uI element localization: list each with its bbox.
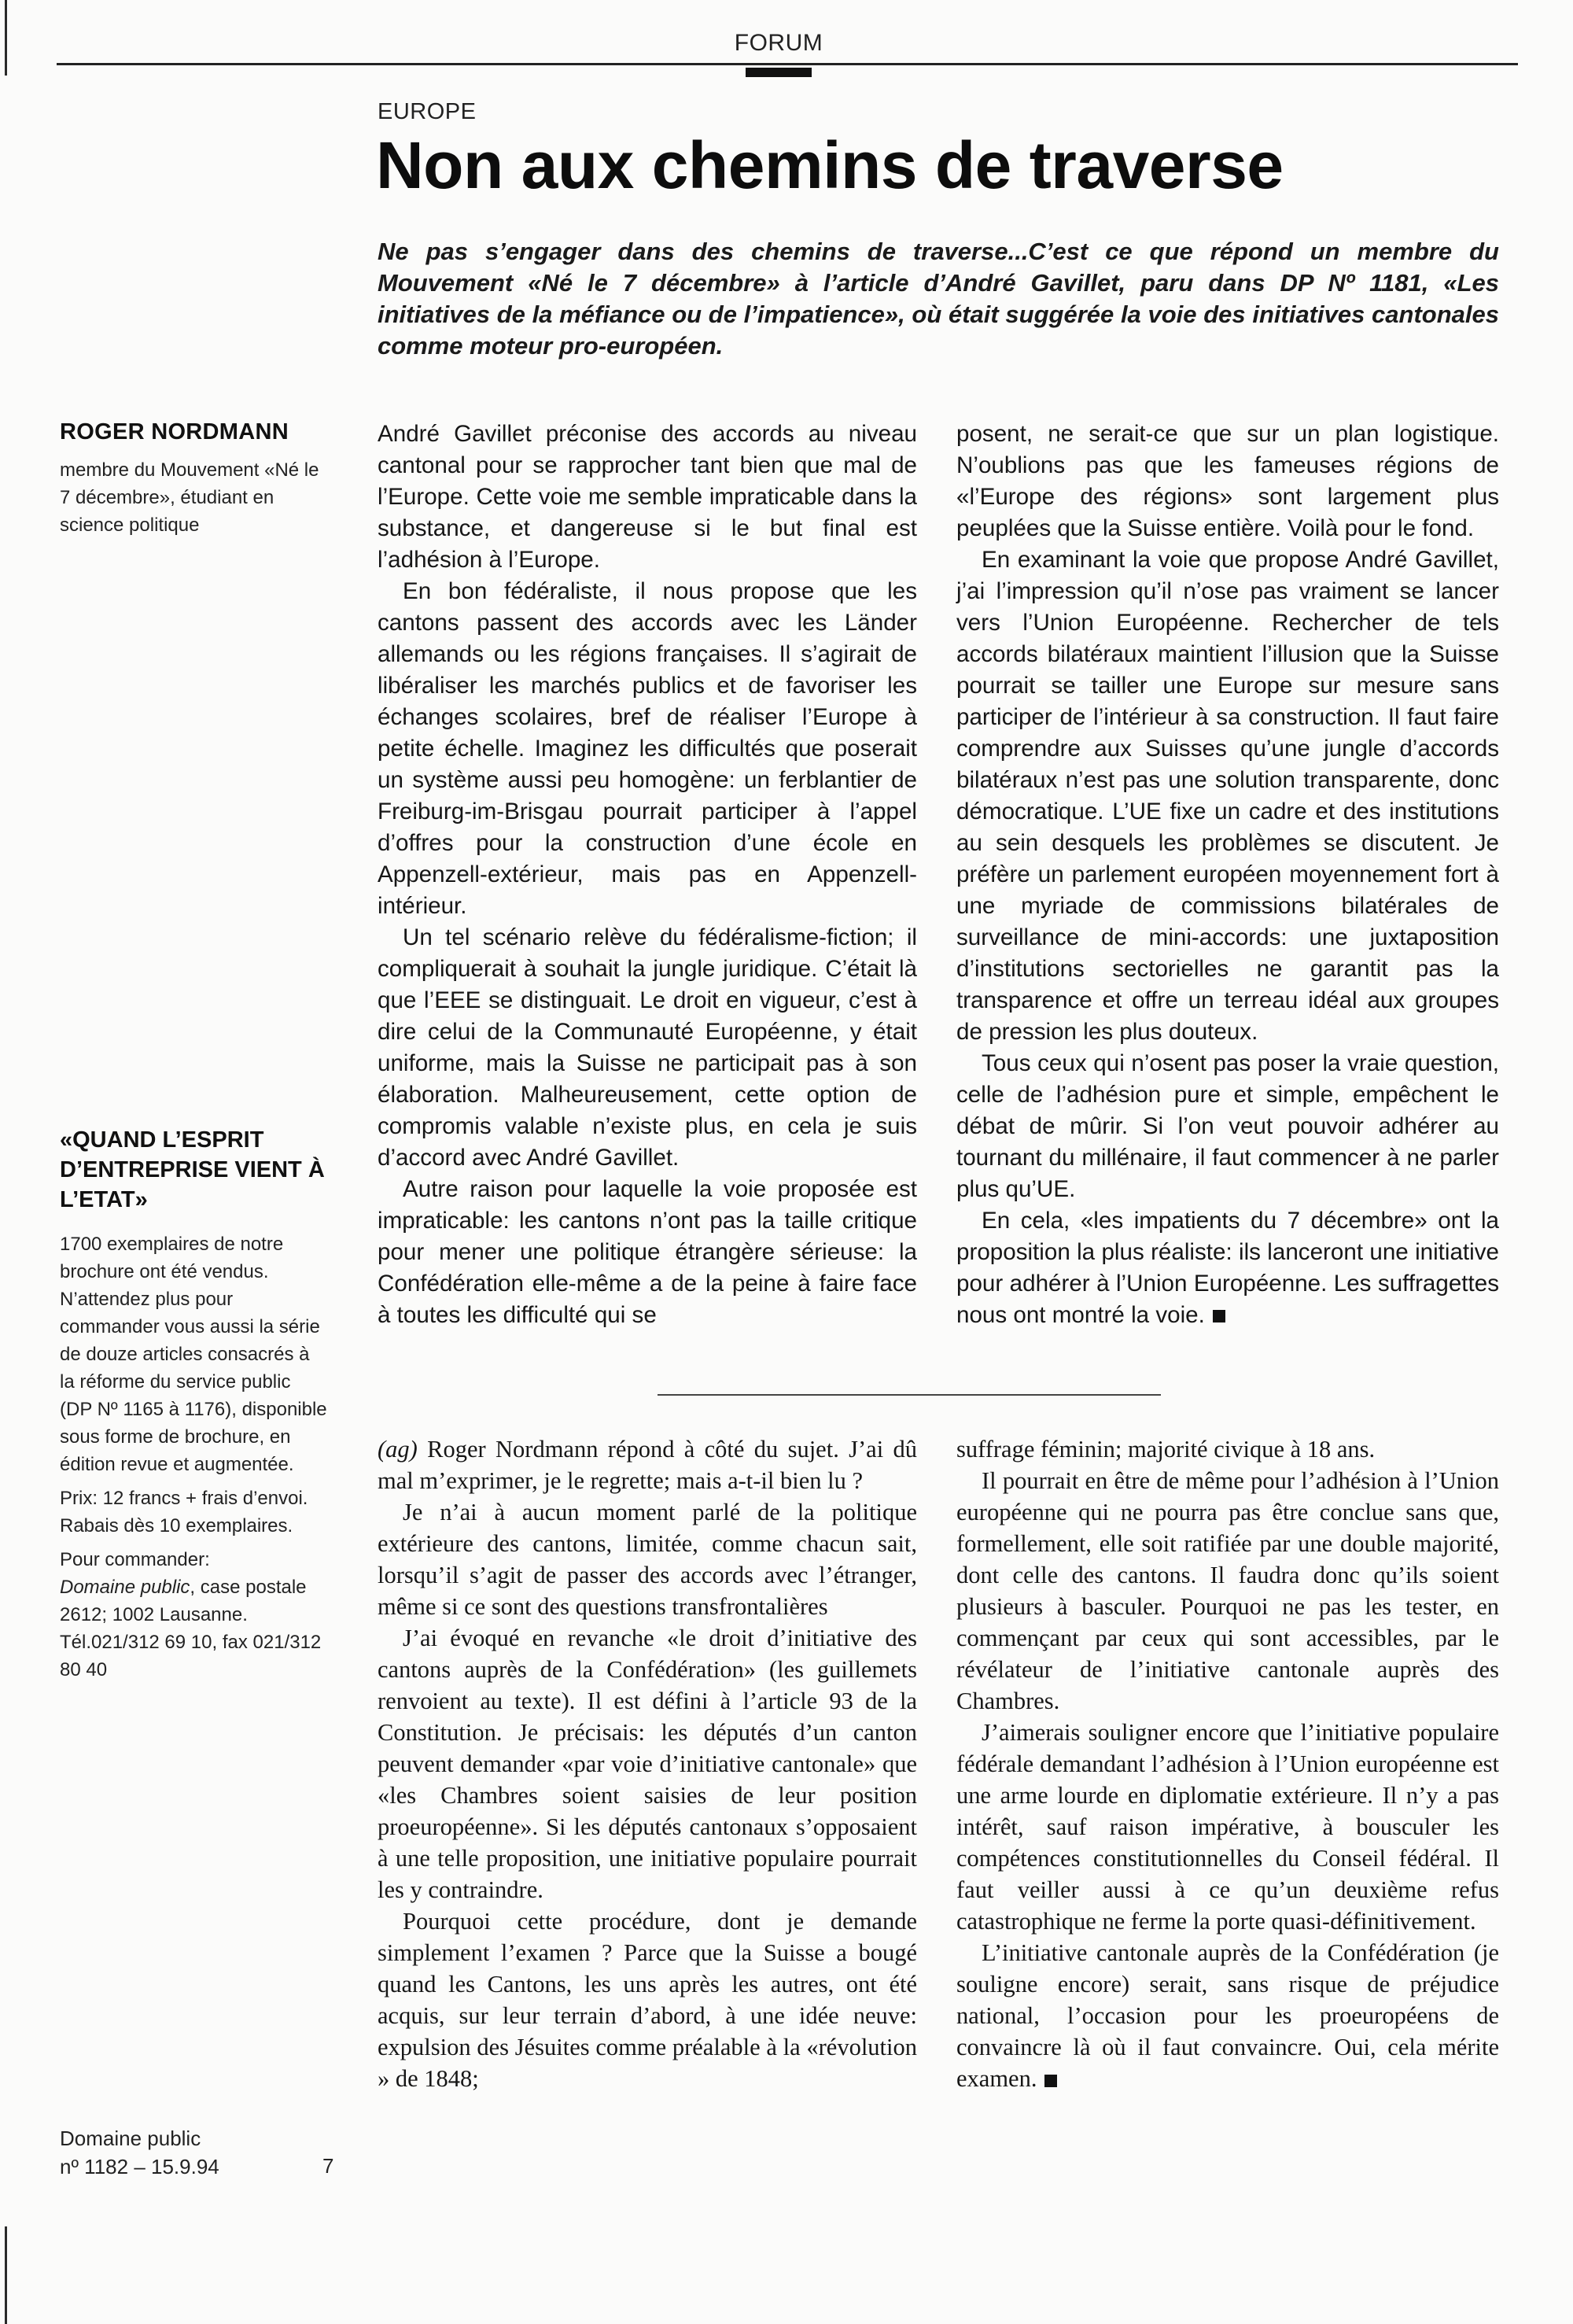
article-standfirst: Ne pas s’engager dans des chemins de traverse...C’est ce que répond un membre du Mouvement «Né le 7 décembre» à l’article d’André Gavillet, paru dans DP Nº 1181, «Les initiatives de la méfiance ou de l’impatience», où était suggérée la voie des initiatives cantonales comme moteur pro-européen. (378, 238, 1499, 360)
footer-publication-block (60, 2124, 343, 2181)
order-publisher: Domaine public (60, 1577, 190, 1598)
article-paragraph: André Gavillet préconise des accords au niveau cantonal pour se rapprocher tant bien que mal de l’Europe. Cette voie me semble impraticable dans la substance, et dangereuse si le but final est l’adhésion à l’Europe. (378, 421, 917, 573)
footer-issue: nº 1182 – 15.9.94 (60, 2155, 219, 2178)
reply-column-2 (956, 1433, 1499, 2094)
end-of-reply-mark (1044, 2075, 1057, 2087)
scan-edge-mark-top (5, 0, 7, 76)
reply-column-1 (378, 1433, 917, 2094)
article-paragraph: Un tel scénario relève du fédéralisme-fiction; il compliquerait à souhait la jungle juridique. C’était là que l’EEE se distinguait. Le droit en vigueur, c’est à dire celui de la Communauté Européenne, y était uniforme, mais la Suisse ne participait pas à son élaboration. Malheureusement, cette option de compromis valable n’existe plus, en cela je suis d’accord avec André Gavillet. (378, 924, 917, 1171)
order-label: Pour commander: (60, 1549, 210, 1570)
reply-paragraph: Pourquoi cette procédure, dont je demande simplement l’examen ? Parce que la Suisse a bougé quand les Cantons, les uns après les autres, ont été acquis, sur leur terrain d’abord, à une idée neuve: expulsion des Jésuites comme préalable à la «révolution » de 1848; (378, 1908, 917, 2092)
scan-edge-mark-bottom (5, 2226, 7, 2324)
section-marker-bar (746, 68, 812, 77)
article-paragraph: Tous ceux qui n’osent pas poser la vraie question, celle de l’adhésion pure et simple, empêchent le débat de mûrir. Si l’on veut pouvoir adhérer au tournant du millénaire, il faut commencer à ne parler plus qu’UE. (956, 1050, 1499, 1202)
reply-final-text: L’initiative cantonale auprès de la Confédération (je souligne encore) serait, sans risque de préjudice national, l’occasion pour les proeuropéens de convaincre là où il faut convaincre. Oui, cela mérite examen. (956, 1939, 1499, 2092)
order-address: , case postale 2612; 1002 Lausanne. Tél.021/312 69 10, fax 021/312 80 40 (60, 1577, 322, 1680)
article-paragraph: posent, ne serait-ce que sur un plan logistique. N’oublions pas que les fameuses régions de «l’Europe des régions» sont largement plus peuplées que la Suisse entière. Voilà pour le fond. (956, 421, 1499, 541)
reply-initials: (ag) (378, 1436, 418, 1463)
reply-paragraph-lead (378, 1433, 917, 1496)
reply-paragraph: Je n’ai à aucun moment parlé de la politique extérieure des cantons, limitée, comme chacun sait, lorsqu’il s’agit de passer des accords avec l’étranger, même si ce sont des questions transfrontalières (378, 1499, 917, 1620)
article-paragraph: Autre raison pour laquelle la voie proposée est impraticable: les cantons n’ont pas la taille critique pour mener une politique étrangère sérieuse: la Confédération elle-même a de la peine à faire face à toutes les difficulté qui se (378, 1176, 917, 1328)
reply-paragraph-final (956, 1937, 1499, 2094)
end-of-article-mark (1213, 1310, 1225, 1322)
footer-publication: Domaine public (60, 2127, 201, 2150)
section-label: FORUM (734, 30, 823, 56)
promo-title: «QUAND L’ESPRIT D’ENTREPRISE VIENT À L’ETAT» (60, 1127, 325, 1212)
reply-paragraph: J’aimerais souligner encore que l’initiative populaire fédérale demandant l’adhésion à l’Union européenne est une arme lourde en diplomatie extérieure. Il n’y a pas intérêt, sauf raison impérative, à bousculer les compétences constitutionnelles du Conseil fédéral. Il faut veiller aussi à ce qu’un deuxième refus catastrophique ne ferme la porte quasi-définitivement. (956, 1719, 1499, 1935)
reply-paragraph: suffrage féminin; majorité civique à 18 ans. (956, 1436, 1376, 1463)
section-separator (658, 1394, 1161, 1396)
reply-lead-text: Roger Nordmann répond à côté du sujet. J’ai dû mal m’exprimer, je le regrette; mais a-t-il bien lu ? (378, 1436, 917, 1494)
author-bio: membre du Mouvement «Né le 7 décembre», étudiant en science politique (60, 459, 319, 536)
article-title: Non aux chemins de traverse (376, 128, 1284, 202)
header-rule (57, 63, 1518, 65)
article-paragraph-final (956, 1205, 1499, 1331)
article-paragraph: En examinant la voie que propose André Gavillet, j’ai l’impression qu’il n’ose pas vraiment se lancer vers l’Union Européenne. Rechercher de tels accords bilatéraux maintient l’illusion que la Suisse pourrait se tailler une Europe sur mesure sans participer de l’intérieur à sa construction. Il faut faire comprendre aux Suisses qu’une jungle d’accords bilatéraux n’est pas une solution transparente, donc démocratique. L’UE fixe un cadre et des institutions au sein desquels les problèmes se discutent. Je préfère un parlement européen moyennement fort à une myriade de commissions bilatérales de surveillance de mini-accords: une juxtaposition d’institutions sectorielles ne garantit pas la transparence et offre un terreau idéal aux groupes de pression les plus douteux. (956, 547, 1499, 1045)
promo-price: Prix: 12 francs + frais d’envoi. Rabais dès 10 exemplaires. (60, 1488, 308, 1536)
promo-box (60, 1230, 327, 1690)
promo-text: 1700 exemplaires de notre brochure ont été vendus. N’attendez plus pour commander vous aussi la série de douze articles consacrés à la réforme du service public (DP Nº 1165 à 1176), disponible sous forme de brochure, en édition revue et augmentée. (60, 1234, 327, 1475)
article-final-text: En cela, «les impatients du 7 décembre» ont la proposition la plus réaliste: ils lanceront une initiative pour adhérer à l’Union Européenne. Les suffragettes nous ont montré la voie. (956, 1208, 1499, 1328)
article-column-1 (378, 419, 917, 1331)
reply-paragraph: Il pourrait en être de même pour l’adhésion à l’Union européenne qui ne pourra pas être conclue sans que, formellement, elle soit ratifiée par une double majorité, dont celle des cantons. Il faudra donc qu’ils soient plusieurs à basculer. Pourquoi ne pas les tester, en commençant par ceux qui sont accessibles, par le révélateur de l’initiative cantonale auprès des Chambres. (956, 1467, 1499, 1714)
author-name: ROGER NORDMANN (60, 419, 289, 445)
promo-order (60, 1546, 327, 1684)
article-paragraph: En bon fédéraliste, il nous propose que les cantons passent des accords avec les Länder allemands ou les régions françaises. Il s’agirait de libéraliser les marchés publics et de favoriser les échanges scolaires, bref de réaliser l’Europe à petite échelle. Imaginez les difficultés que poserait un système aussi peu homogène: un ferblantier de Freiburg-im-Brisgau pourrait participer à l’appel d’offres pour la construction d’une école en Appenzell-extérieur, mais pas en Appenzell-intérieur. (378, 578, 917, 919)
article-column-2 (956, 419, 1499, 1331)
page-number: 7 (322, 2154, 334, 2178)
reply-paragraph: J’ai évoqué en revanche «le droit d’initiative des cantons auprès de la Confédération» (les guillemets renvoient au texte). Il est défini à l’article 93 de la Constitution. Je précisais: les députés d’un canton peuvent demander «par voie d’initiative cantonale» que «les Chambres soient saisies de leur position proeuropéenne». Si les députés cantonaux s’opposaient à une telle proposition, une initiative populaire pourrait les y contraindre. (378, 1625, 917, 1903)
article-kicker: EUROPE (378, 99, 477, 124)
